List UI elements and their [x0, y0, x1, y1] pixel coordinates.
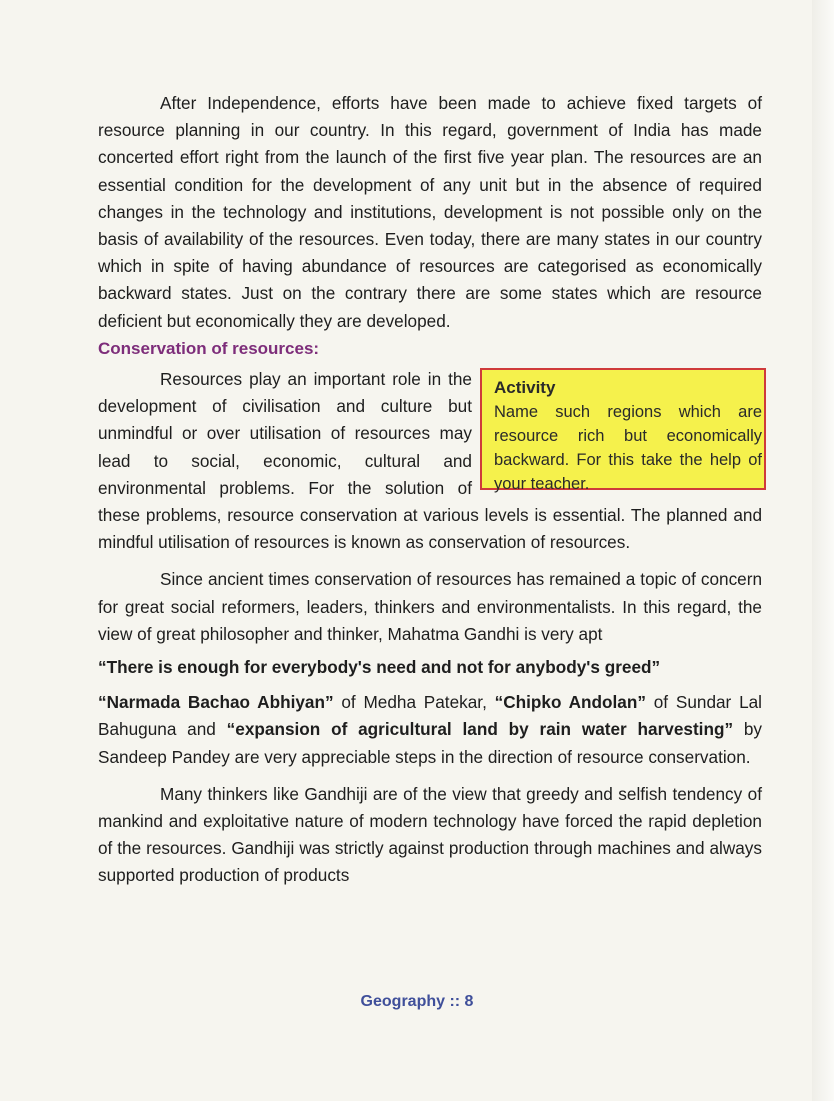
- movement-narmada: “Narmada Bachao Abhiyan”: [98, 692, 334, 713]
- section-heading-conservation: Conservation of resources:: [98, 338, 320, 358]
- page-edge-shadow: [812, 0, 834, 1101]
- page-content: [98, 90, 762, 890]
- movement-text-3: by Sandeep Pandey are very appreciable steps in the direction of resource conservation.: [98, 719, 763, 767]
- page-footer: Geography :: 8: [360, 993, 474, 1010]
- intro-paragraph: After Independence, efforts have been made to achieve fixed targets of resource planning in our country. In this regard, government of India has made concerted effort right from the launch of the first five year plan. The resources are an essential condition for the development of any unit but in the absence of required changes in the technology and institutions, development is not possible only on the basis of availability of the resources. Even today, there are many states in our country which in spite of having abundance of resources are categorised as economically backward states. Just on the contrary there are some states which are resource deficient but economically they are developed.: [98, 93, 762, 331]
- paragraph-gap: [98, 556, 762, 566]
- movements-paragraph: [98, 689, 762, 771]
- movement-text-1: of Medha Patekar,: [333, 692, 495, 713]
- ancient-paragraph: Since ancient times conservation of resources has remained a topic of concern for great social reformers, leaders, thinkers and environmentalists. In this regard, the view of great philosopher and thinker, Mahatma Gandhi is very apt: [98, 569, 762, 644]
- activity-box: [480, 368, 766, 494]
- movement-text-2: of Sundar Lal Bahuguna and: [98, 692, 763, 740]
- paragraph-gap: [98, 771, 762, 781]
- activity-title: Activity: [494, 378, 556, 398]
- thinkers-paragraph: Many thinkers like Gandhiji are of the view that greedy and selfish tendency of mankind and exploitative nature of modern technology have forced the rapid depletion of the resources. Gandhiji was strictly against production through machines and always supported production of products: [98, 783, 762, 886]
- movement-chipko: “Chipko Andolan”: [494, 692, 646, 713]
- movement-rainwater: “expansion of agricultural land by rain water harvesting”: [226, 719, 734, 740]
- activity-text: Name such regions which are resource rich but economically backward. For this take the help of your teacher.: [494, 403, 762, 494]
- conservation-paragraph: Resources play an important role in the development of civilisation and culture but unmindful or over utilisation of resources may lead to social, economic, cultural and environmental problems. For the solution of these problems, resource conservation at various levels is essential. The planned and mindful utilisation of resources is known as conservation of resources.: [98, 369, 762, 553]
- conservation-block: [98, 366, 762, 556]
- gandhi-quote: “There is enough for everybody's need and not for anybody's greed”: [98, 657, 661, 678]
